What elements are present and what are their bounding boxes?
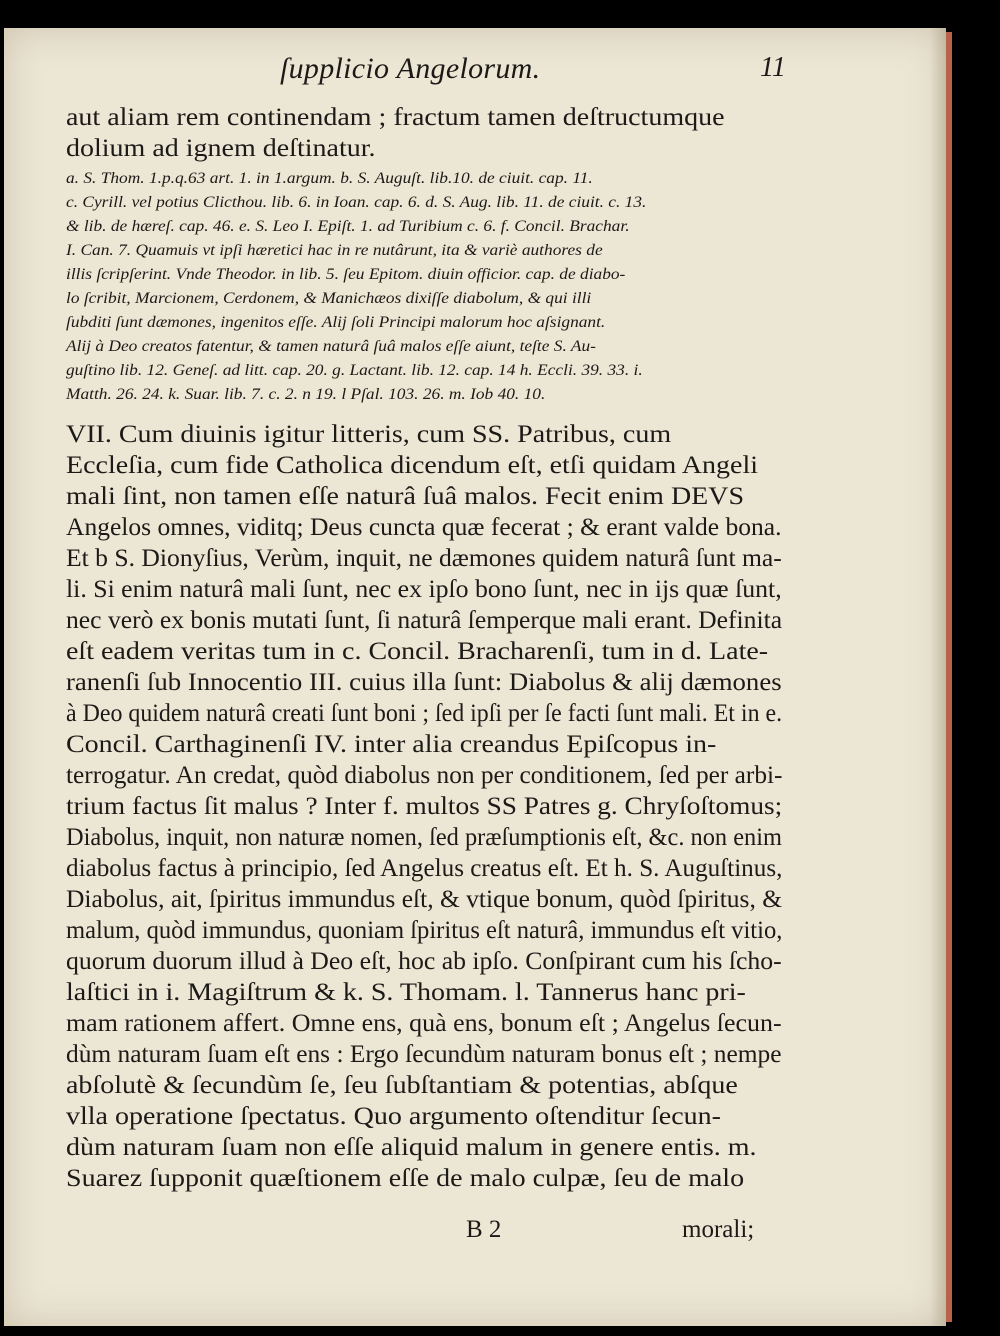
footnote-line: I. Can. 7. Quamuis vt ipſi hæretici hac in re nutârunt, ita & variè authores de — [66, 242, 603, 259]
body-text-line: mali ſint, non tamen eſſe naturâ ſuâ malos. Fecit enim DEVS — [66, 483, 745, 510]
body-text-line: VII. Cum diuinis igitur litteris, cum SS. Patribus, cum — [66, 421, 672, 448]
catchword: morali; — [682, 1216, 755, 1243]
body-text-line: abſolutè & ſecundùm ſe, ſeu ſubſtantiam & potentias, abſque — [66, 1072, 738, 1099]
body-text-line: dùm naturam ſuam non eſſe aliquid malum in genere entis. m. — [66, 1134, 757, 1161]
footnote-line: illis ſcripſerint. Vnde Theodor. in lib. 5. ſeu Epitom. diuin officior. cap. de diabo- — [66, 266, 626, 283]
body-text-line: Concil. Carthaginenſi IV. inter alia creandus Epiſcopus in- — [66, 731, 717, 758]
body-text-line: à Deo quidem naturâ creati ſunt boni ; ſed ipſi per ſe facti ſunt mali. Et in e. — [66, 700, 783, 727]
footnote-line: Matth. 26. 24. k. Suar. lib. 7. c. 2. n 19. l Pſal. 103. 26. m. Iob 40. 10. — [66, 386, 546, 403]
body-text-line: malum, quòd immundus, quoniam ſpiritus eſt naturâ, immundus eſt vitio, — [66, 917, 783, 944]
body-text-line: laſtici in i. Magiſtrum & k. S. Thomam. l. Tannerus hanc pri- — [66, 979, 746, 1006]
page-number: 11 — [760, 52, 786, 83]
page-red-edge — [946, 32, 952, 1322]
footnote-line: guſtino lib. 12. Geneſ. ad litt. cap. 20. g. Lactant. lib. 12. cap. 14 h. Eccli. 39. 33. i. — [66, 362, 643, 379]
running-head: ſupplicio Angelorum. — [280, 52, 541, 85]
body-text-line: vlla operatione ſpectatus. Quo argumento oſtenditur ſecun- — [66, 1103, 721, 1130]
body-text-line: ranenſi ſub Innocentio III. cuius illa ſunt: Diabolus & alij dæmones — [66, 669, 782, 696]
body-text-line: Diabolus, inquit, non naturæ nomen, ſed præſumptionis eſt, &c. non enim — [66, 824, 782, 851]
body-text-line: nec verò ex bonis mutati ſunt, ſi naturâ ſemperque mali erant. Definita — [66, 607, 783, 634]
body-text-line: diabolus factus à principio, ſed Angelus creatus eſt. Et h. S. Auguſtinus, — [66, 855, 783, 882]
body-text-line: dùm naturam ſuam eſt ens : Ergo ſecundùm naturam bonus eſt ; nempe — [66, 1041, 782, 1068]
body-text-line: mam rationem affert. Omne ens, quà ens, bonum eſt ; Angelus ſecun- — [66, 1010, 782, 1037]
body-text-line: Et b S. Dionyſius, Verùm, inquit, ne dæmones quidem naturâ ſunt ma- — [66, 545, 782, 572]
footnote-line: ſubditi ſunt dæmones, ingenitos eſſe. Alij ſoli Principi malorum hoc aſsignant. — [66, 314, 606, 331]
body-text-line: trium factus ſit malus ? Inter f. multos SS Patres g. Chryſoſtomus; — [66, 793, 783, 820]
body-text-line: aut aliam rem continendam ; fractum tamen deſtructumque — [66, 104, 725, 131]
page-gutter-shadow — [930, 28, 946, 1326]
body-text-line: li. Si enim naturâ mali ſunt, nec ex ipſo bono ſunt, nec in ijs quæ ſunt, — [66, 576, 782, 603]
footnote-line: c. Cyrill. vel potius Clicthou. lib. 6. in Ioan. cap. 6. d. S. Aug. lib. 11. de ciuit. c. 13. — [66, 194, 647, 211]
body-text-line: terrogatur. An credat, quòd diabolus non per conditionem, ſed per arbi- — [66, 762, 783, 789]
footnote-line: Alij à Deo creatos fatentur, & tamen naturâ ſuâ malos eſſe aiunt, teſte S. Au- — [66, 338, 596, 355]
footnote-line: lo ſcribit, Marcionem, Cerdonem, & Manichæos dixiſſe diabolum, & qui illi — [66, 290, 592, 307]
body-text-line: quorum duorum illud à Deo eſt, hoc ab ipſo. Conſpirant cum his ſcho- — [66, 948, 782, 975]
body-text-line: Suarez ſupponit quæſtionem eſſe de malo culpæ, ſeu de malo — [66, 1165, 745, 1192]
body-text-line: Diabolus, ait, ſpiritus immundus eſt, & vtique bonum, quòd ſpiritus, & — [66, 886, 783, 913]
body-text-line: eſt eadem veritas tum in c. Concil. Bracharenſi, tum in d. Late- — [66, 638, 769, 665]
footnote-line: a. S. Thom. 1.p.q.63 art. 1. in 1.argum. b. S. Auguſt. lib.10. de ciuit. cap. 11. — [66, 170, 593, 187]
body-text-line: Angelos omnes, viditq; Deus cuncta quæ fecerat ; & erant valde bona. — [66, 514, 782, 541]
footnote-line: & lib. de hæreſ. cap. 46. e. S. Leo I. Epiſt. 1. ad Turibium c. 6. f. Concil. Brachar. — [66, 218, 630, 235]
body-text-line: Eccleſia, cum fide Catholica dicendum eſt, etſi quidam Angeli — [66, 452, 759, 479]
body-text-line: dolium ad ignem deſtinatur. — [66, 135, 376, 162]
signature-mark: B 2 — [466, 1216, 502, 1243]
